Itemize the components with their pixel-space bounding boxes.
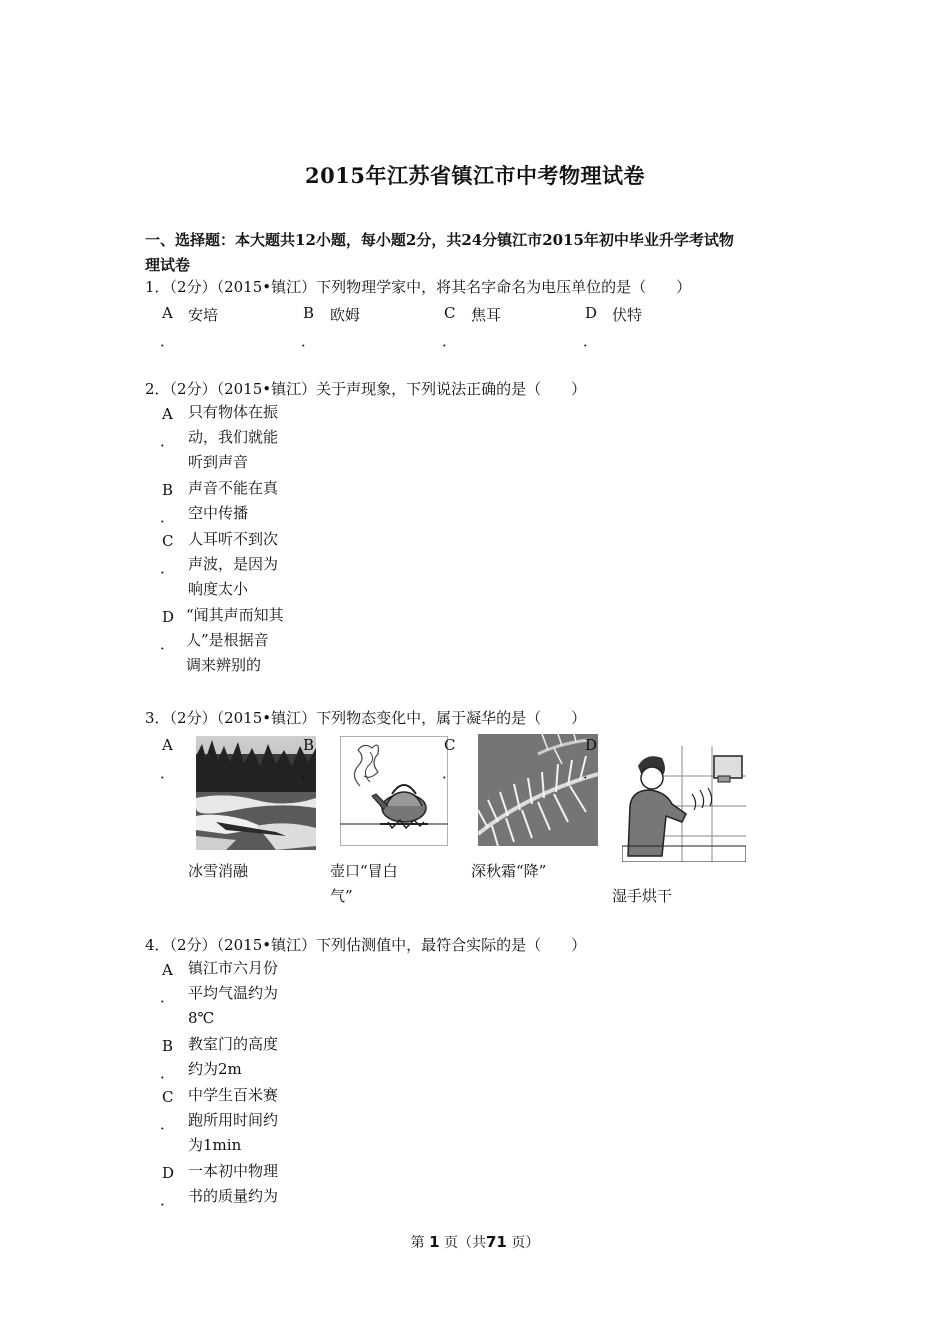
q2-option-d-line1: “闻其声而知其 [186,606,284,624]
q2-option-b-line2: 空中传播 [188,504,249,522]
q4-option-d-text [188,1159,278,1209]
q1-option-b-dot: ． [301,332,317,350]
q3-option-a-caption: 冰雪消融 [188,862,249,880]
q1-option-c-dot: ． [442,332,458,350]
q4-option-c-line3: 为1min [188,1136,242,1154]
q2-option-c-line2: 声波，是因为 [188,555,279,573]
q2-option-a-dot: ． [160,432,176,450]
q3-option-b-dot: ． [301,764,317,782]
q4-option-b-text [188,1032,278,1082]
q4-option-b-letter: B [162,1037,174,1055]
q4-option-c-dot: ． [160,1115,176,1133]
hand-dryer-image [622,746,746,862]
q3-option-b-letter: B [303,736,315,754]
q4-option-a-letter: A [162,961,173,979]
q1-option-d-letter: D [585,304,598,322]
q4-option-d-line1: 一本初中物理 [188,1162,279,1180]
q1-option-b-text: 欧姆 [330,306,361,324]
q1-option-c-text: 焦耳 [471,306,502,324]
q3-option-c-caption: 深秋霜“降” [471,862,547,880]
q4-option-b-line2: 约为2m [188,1060,242,1078]
page-title: 2015年江苏省镇江市中考物理试卷 [305,163,645,188]
q2-option-c-dot: ． [160,559,176,577]
question-2-stem: 2．（2分）（2015•镇江）关于声现象，下列说法正确的是（ ） [145,380,587,398]
footer-prefix: 第 [410,1235,425,1251]
q2-option-a-letter: A [162,405,173,423]
q3-option-d-caption: 湿手烘干 [612,887,673,905]
q3-option-d-dot: ． [583,764,599,782]
question-4-stem: 4．（2分）（2015•镇江）下列估测值中，最符合实际的是（ ） [145,936,587,954]
footer-mid: 页（共 [444,1235,486,1251]
q4-option-a-line3: 8℃ [188,1009,215,1027]
q2-option-d-letter: D [162,608,175,626]
footer-total-pages: 71 [486,1233,507,1251]
q2-option-c-letter: C [162,532,174,550]
q3-option-c-dot: ． [442,764,458,782]
section-heading-line2: 理试卷 [145,256,191,274]
q4-option-d-letter: D [162,1164,175,1182]
q4-option-a-line1: 镇江市六月份 [188,959,279,977]
footer-suffix: 页） [511,1235,540,1251]
q2-option-a-line3: 听到声音 [188,453,249,471]
q2-option-c-line1: 人耳听不到次 [188,530,279,548]
q4-option-a-text [188,956,278,1031]
q1-option-a-letter: A [162,304,173,322]
q2-option-d-line2: 人”是根据音 [186,631,269,649]
footer-page-number: 1 [429,1233,440,1251]
q3-option-d-letter: D [585,736,598,754]
q4-option-c-text [188,1083,278,1158]
page-footer [0,1232,950,1252]
q1-option-d-text: 伏特 [612,306,643,324]
question-3-stem: 3．（2分）（2015•镇江）下列物态变化中，属于凝华的是（ ） [145,709,587,727]
q4-option-c-line2: 跑所用时间约 [188,1111,279,1129]
q3-option-a-dot: ． [160,764,176,782]
q1-option-b-letter: B [303,304,315,322]
q1-option-d-dot: ． [583,332,599,350]
frost-branch-image [478,734,598,846]
section-heading-line1: 一、选择题：本大题共12小题，每小题2分，共24分镇江市2015年初中毕业升学考试物 [145,231,734,249]
melting-snow-image [196,736,316,850]
q1-option-a-dot: ． [160,332,176,350]
q1-option-c-letter: C [444,304,456,322]
section-heading [145,228,734,278]
q2-option-d-text [186,603,284,678]
q4-option-d-line2: 书的质量约为 [188,1187,279,1205]
question-1-stem: 1．（2分）（2015•镇江）下列物理学家中，将其名字命名为电压单位的是（ ） [145,278,692,296]
q3-option-c-letter: C [444,736,456,754]
q2-option-b-text [188,476,278,526]
q2-option-c-text [188,527,278,602]
q2-option-c-line3: 响度太小 [188,580,249,598]
q1-option-a-text: 安培 [188,306,219,324]
q2-option-d-line3: 调来辨别的 [186,656,262,674]
q2-option-d-dot: ． [160,635,176,653]
q4-option-d-dot: ． [160,1191,176,1209]
q4-option-c-letter: C [162,1088,174,1106]
q3-option-b-caption-line2: 气” [330,887,353,905]
q3-option-a-letter: A [162,736,173,754]
steaming-kettle-image [340,736,448,846]
q4-option-c-line1: 中学生百米赛 [188,1086,279,1104]
q2-option-b-line1: 声音不能在真 [188,479,279,497]
q3-option-b-caption-line1: 壶口“冒白 [330,862,398,880]
q2-option-b-dot: ． [160,508,176,526]
q4-option-b-line1: 教室门的高度 [188,1035,279,1053]
q2-option-a-line2: 动，我们就能 [188,428,279,446]
q4-option-a-dot: ． [160,988,176,1006]
q4-option-a-line2: 平均气温约为 [188,984,279,1002]
q2-option-a-line1: 只有物体在振 [188,403,279,421]
q2-option-a-text [188,400,278,475]
q4-option-b-dot: ． [160,1064,176,1082]
q2-option-b-letter: B [162,481,174,499]
